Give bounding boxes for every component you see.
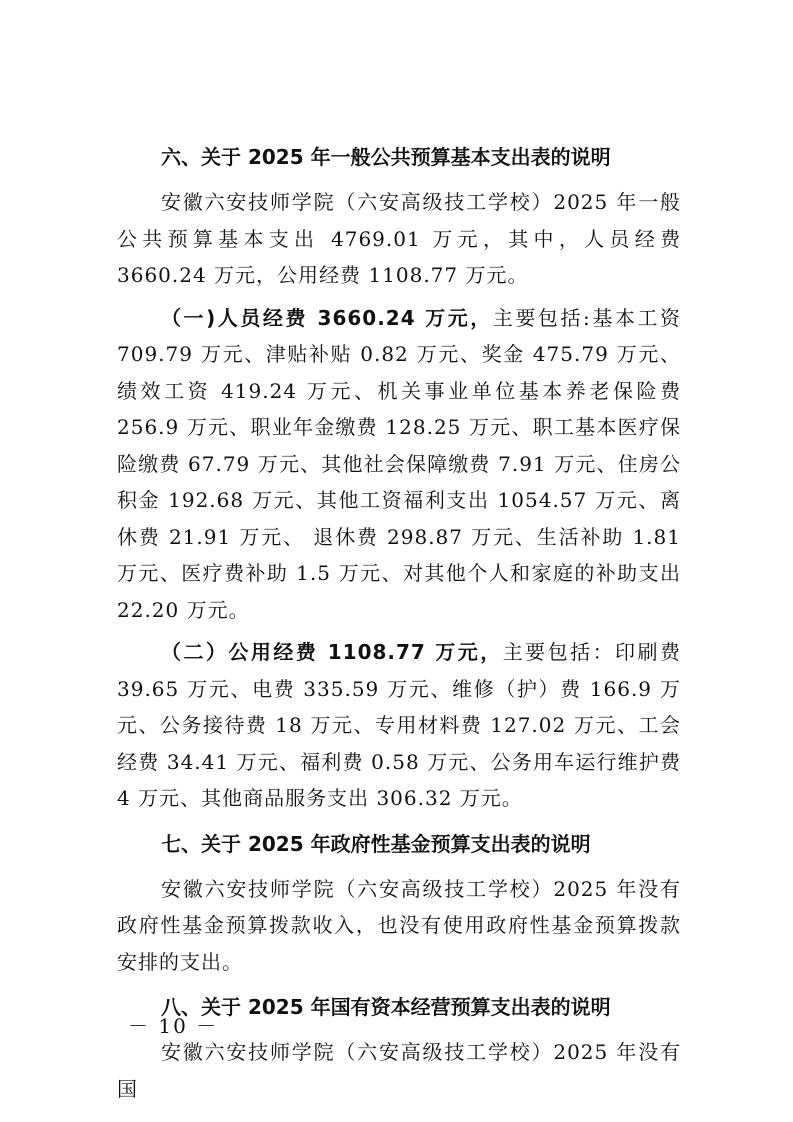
paragraph-text: 主要包括：印刷费 39.65 万元、电费 335.59 万元、维修（护）费 166.9 万元、公务接待费 18 万元、专用材料费 127.02 万元、工会经费 34.41 万元、福利费 0.58 万元、公务用车运行维护费 4 万元、其他商品服务支出 306.32 万元。 — [117, 640, 681, 810]
section-6-intro-paragraph — [117, 184, 681, 294]
section-6-heading: 六、关于 2025 年一般公共预算基本支出表的说明 — [161, 145, 611, 169]
section-8-paragraph — [117, 1034, 681, 1107]
public-expenses-paragraph — [117, 634, 681, 817]
page-number: － 10 － — [128, 1014, 219, 1038]
paragraph-text: 安徽六安技师学院（六安高级技工学校）2025 年没有国 — [117, 1040, 681, 1101]
public-expenses-lead: （二）公用经费 1108.77 万元， — [161, 640, 503, 664]
document-body — [117, 136, 681, 1113]
paragraph-text: 安徽六安技师学院（六安高级技工学校）2025 年没有政府性基金预算拨款收入，也没有使用政府性基金预算拨款安排的支出。 — [117, 876, 681, 974]
section-7-paragraph — [117, 871, 681, 981]
paragraph-text: 安徽六安技师学院（六安高级技工学校）2025 年一般公共预算基本支出 4769.01 万元，其中，人员经费 3660.24 万元，公用经费 1108.77 万元。 — [117, 190, 681, 287]
personnel-expenses-paragraph — [117, 300, 681, 629]
section-7-heading: 七、关于 2025 年政府性基金预算支出表的说明 — [161, 831, 591, 856]
paragraph-text: 主要包括:基本工资 709.79 万元、津贴补贴 0.82 万元、奖金 475.79 万元、绩效工资 419.24 万元、机关事业单位基本养老保险费 256.9 万元、职业年金缴费 128.25 万元、职工基本医疗保险缴费 67.79 万元、其他社会保障缴费 7.91 万元、住房公积金 192.68 万元、其他工资福利支出 1054.57 万元、离休费 21.91 万元、 退休费 298.87 万元、生活补助 1.81 万元、医疗费补助 1.5 万元、对其他个人和家庭的补助支出 22.20 万元。 — [117, 305, 681, 622]
personnel-expenses-lead: （一)人员经费 3660.24 万元， — [161, 305, 493, 330]
section-8-heading: 八、关于 2025 年国有资本经营预算支出表的说明 — [161, 995, 611, 1019]
